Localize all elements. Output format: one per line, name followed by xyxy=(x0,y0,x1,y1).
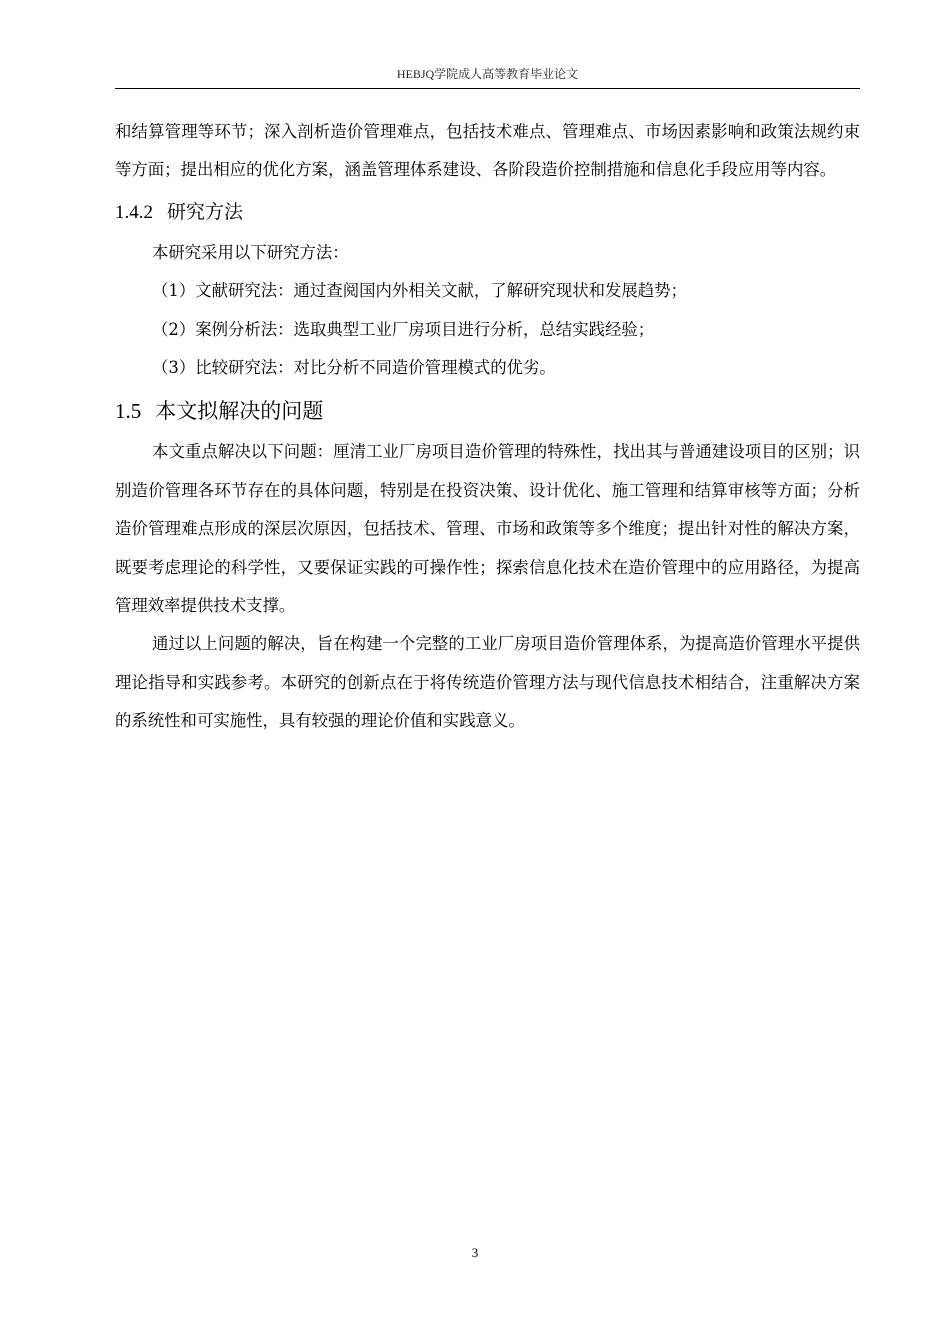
section-title: 研究方法 xyxy=(167,200,244,223)
method-item: （2）案例分析法：选取典型工业厂房项目进行分析，总结实践经验； xyxy=(152,319,655,339)
running-header: HEBJQ学院成人高等教育毕业论文 xyxy=(115,62,860,89)
method-item: （1）文献研究法：通过查阅国内外相关文献，了解研究现状和发展趋势； xyxy=(152,281,687,301)
section-title: 本文拟解决的问题 xyxy=(155,399,324,424)
section-heading-1-4-2 xyxy=(115,190,860,234)
section-number: 1.4.2 xyxy=(115,201,153,223)
method-item: （3）比较研究法：对比分析不同造价管理模式的优劣。 xyxy=(152,358,556,378)
body-paragraph: 通过以上问题的解决，旨在构建一个完整的工业厂房项目造价管理体系，为提高造价管理水平提供理论指导和实践参考。本研究的创新点在于将传统造价管理方法与现代信息技术相结合，注重解决方案的系统性和可实施性，具有较强的理论价值和实践意义。 xyxy=(115,634,860,731)
intro-paragraph: 和结算管理等环节；深入剖析造价管理难点，包括技术难点、管理难点、市场因素影响和政策法规约束等方面；提出相应的优化方案，涵盖管理体系建设、各阶段造价控制措施和信息化手段应用等内容。 xyxy=(115,122,860,180)
section-number: 1.5 xyxy=(115,399,142,424)
document-body xyxy=(115,113,860,741)
body-paragraph: 本文重点解决以下问题：厘清工业厂房项目造价管理的特殊性，找出其与普通建设项目的区别；识别造价管理各环节存在的具体问题，特别是在投资决策、设计优化、施工管理和结算审核等方面；分析造价管理难点形成的深层次原因，包括技术、管理、市场和政策等多个维度；提出针对性的解决方案，既要考虑理论的科学性，又要保证实践的可操作性；探索信息化技术在造价管理中的应用路径，为提高管理效率提供技术支撑。 xyxy=(115,442,860,616)
methods-lead: 本研究采用以下研究方法： xyxy=(152,242,349,262)
section-heading-1-5 xyxy=(115,389,860,433)
page-number: 3 xyxy=(471,1245,479,1260)
